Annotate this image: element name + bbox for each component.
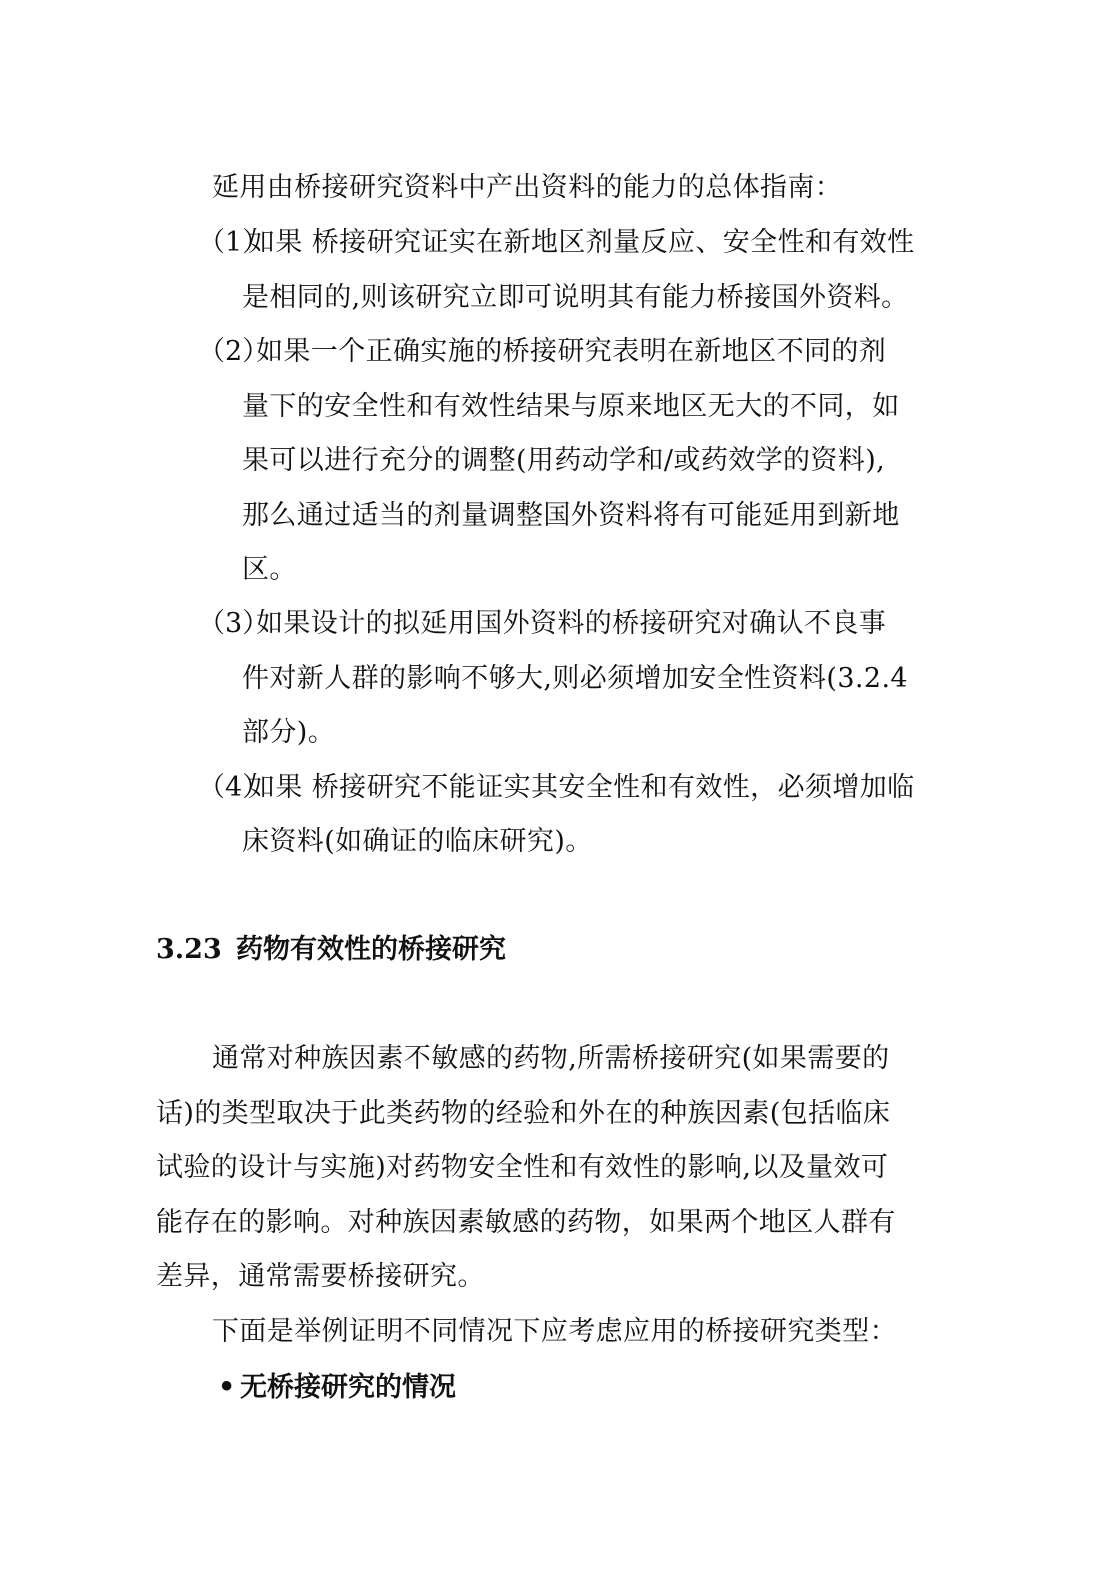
list-item-line: 部分)。 xyxy=(242,717,336,748)
list-item-number: （2） xyxy=(198,336,270,367)
bullet-item xyxy=(218,1370,456,1406)
section-heading xyxy=(156,932,506,968)
bullet-icon: • xyxy=(218,1372,236,1403)
paragraph-line: 差异，通常需要桥接研究。 xyxy=(156,1261,485,1292)
list-item-line: 果可以进行充分的调整(用药动学和/或药效学的资料), xyxy=(242,445,886,476)
list-item-line: 件对新人群的影响不够大,则必须增加安全性资料(3.2.4 xyxy=(242,663,909,694)
paragraph-line: 能存在的影响。对种族因素敏感的药物，如果两个地区人群有 xyxy=(156,1207,896,1238)
paragraph-line: 话)的类型取决于此类药物的经验和外在的种族因素(包括临床 xyxy=(156,1098,891,1129)
list-item-line: 如果 桥接研究证实在新地区剂量反应、安全性和有效性 xyxy=(248,227,915,258)
list-item-number: （3） xyxy=(198,608,270,639)
list-item-line: 量下的安全性和有效性结果与原来地区无大的不同，如 xyxy=(242,391,900,422)
list-item-line: 是相同的,则该研究立即可说明其有能力桥接国外资料。 xyxy=(242,282,909,313)
list-item-line: 那么通过适当的剂量调整国外资料将有可能延用到新地 xyxy=(242,500,900,531)
intro-text: 延用由桥接研究资料中产出资料的能力的总体指南： xyxy=(212,172,843,203)
paragraph-line: 通常对种族因素不敏感的药物,所需桥接研究(如果需要的 xyxy=(212,1043,890,1074)
paragraph-line: 试验的设计与实施)对药物安全性和有效性的影响,以及量效可 xyxy=(156,1152,889,1183)
list-item-number: （4） xyxy=(198,772,270,803)
list-item-line: 如果设计的拟延用国外资料的桥接研究对确认不良事 xyxy=(256,608,887,639)
list-item-line: 床资料(如确证的临床研究)。 xyxy=(242,826,593,857)
list-item-line: 如果 桥接研究不能证实其安全性和有效性，必须增加临 xyxy=(248,772,915,803)
section-number: 3.23 xyxy=(156,934,222,965)
section-title: 药物有效性的桥接研究 xyxy=(236,934,506,965)
body-paragraph: 下面是举例证明不同情况下应考虑应用的桥接研究类型： xyxy=(212,1316,897,1347)
list-item-line: 区。 xyxy=(242,554,297,585)
list-item-line: 如果一个正确实施的桥接研究表明在新地区不同的剂 xyxy=(256,336,887,367)
bullet-text: 无桥接研究的情况 xyxy=(240,1372,456,1403)
list-item-number: （1） xyxy=(198,227,270,258)
